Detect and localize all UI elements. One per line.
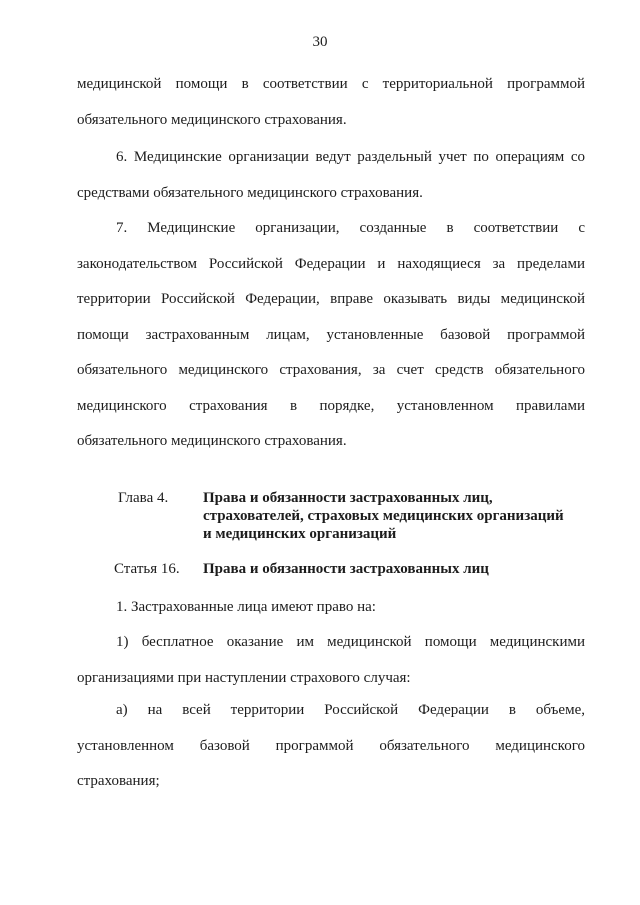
text-line: 7. Медицинские организации, созданные в соответствии с: [116, 220, 585, 236]
paragraph-7: [77, 211, 585, 460]
paragraph-1-list-intro: [77, 590, 585, 626]
text-line: а) на всей территории Российской Федерации в объеме,: [116, 702, 585, 718]
text-line: страхования;: [77, 773, 160, 789]
text-line: 6. Медицинские организации ведут раздельный учет по операциям со: [116, 149, 585, 165]
chapter-title-line: Права и обязанности застрахованных лиц,: [203, 490, 493, 506]
paragraph-continuation: [77, 67, 585, 138]
text-line: территории Российской Федерации, вправе оказывать виды медицинской: [77, 291, 585, 307]
page-number: 30: [312, 34, 328, 50]
text-line: медицинской помощи в соответствии с территориальной программой: [77, 76, 585, 92]
text-line: средствами обязательного медицинского страхования.: [77, 184, 423, 201]
text-line: обязательного медицинского страхования.: [77, 433, 347, 449]
article-label: Статья 16.: [114, 561, 180, 577]
chapter-title-line: страхователей, страховых медицинских организаций: [203, 508, 564, 524]
text-line: медицинского страхования в порядке, установленном правилами: [77, 397, 585, 414]
text-line: законодательством Российской Федерации и находящиеся за пределами: [77, 255, 585, 272]
list-item-a: [77, 693, 585, 800]
text-line: помощи застрахованным лицам, установленные базовой программой: [77, 326, 585, 343]
text-line: обязательного медицинского страхования, за счет средств обязательного: [77, 362, 585, 378]
text-line: установленном базовой программой обязательного медицинского: [77, 737, 585, 754]
list-item-1: [77, 625, 585, 696]
article-title-line: Права и обязанности застрахованных лиц: [203, 561, 489, 577]
article-title: [203, 560, 585, 578]
text-line: 1) бесплатное оказание им медицинской помощи медицинскими: [116, 634, 585, 650]
chapter-title: [203, 489, 585, 543]
text-line: организациями при наступлении страхового случая:: [77, 669, 411, 686]
paragraph-6: [77, 140, 585, 211]
text-line: обязательного медицинского страхования.: [77, 111, 347, 128]
chapter-label: Глава 4.: [118, 490, 169, 506]
text-line: 1. Застрахованные лица имеют право на:: [116, 599, 376, 615]
chapter-title-line: и медицинских организаций: [203, 526, 397, 542]
